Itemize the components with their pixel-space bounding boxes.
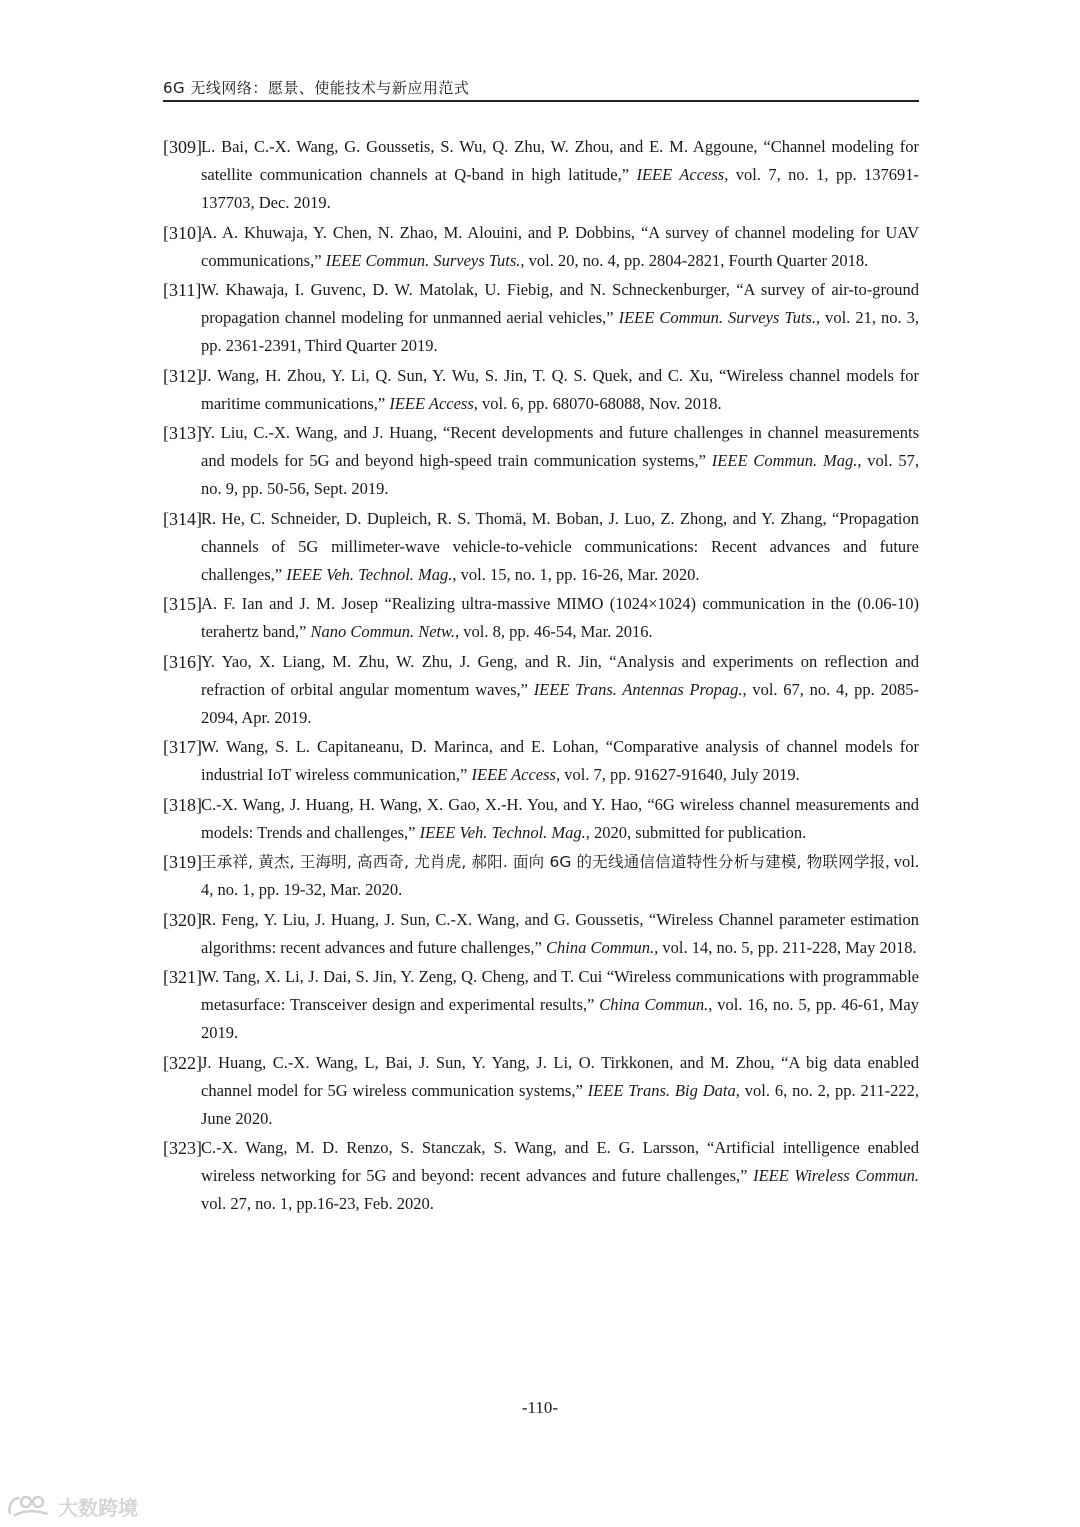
reference-list	[163, 133, 919, 1220]
reference-details: , vol. 8, pp. 46-54, Mar. 2016.	[455, 622, 653, 641]
reference-details: , vol. 67, no. 4, pp. 2085-2094, Apr. 2019.	[201, 679, 919, 727]
reference-entry	[163, 362, 919, 418]
reference-number: [315]	[163, 594, 202, 614]
reference-authors-title: C.-X. Wang, M. D. Renzo, S. Stanczak, S. Wang, and E. G. Larsson, “Artificial intelligence enabled wireless networking for 5G and beyond: recent advances and future challenges,”	[201, 1138, 919, 1185]
reference-entry	[163, 906, 919, 962]
reference-number: [310]	[163, 222, 202, 243]
reference-details: , vol. 15, no. 1, pp. 16-26, Mar. 2020.	[452, 564, 700, 584]
reference-entry	[163, 590, 919, 646]
reference-journal: IEEE Veh. Technol. Mag.	[286, 564, 453, 584]
reference-text	[201, 791, 919, 847]
reference-text	[201, 963, 919, 1047]
reference-details: , vol. 21, no. 3, pp. 2361-2391, Third Quarter 2019.	[201, 308, 919, 355]
reference-journal: China Commun.	[599, 995, 709, 1014]
reference-authors-title: R. Feng, Y. Liu, J. Huang, J. Sun, C.-X. Wang, and G. Goussetis, “Wireless Channel parameter estimation algorithms: recent advances and future challenges,”	[201, 909, 919, 957]
reference-journal: IEEE Access	[389, 393, 474, 413]
reference-journal: IEEE Commun. Surveys Tuts.	[325, 250, 521, 270]
reference-entry	[163, 419, 919, 503]
reference-number: [311]	[163, 280, 202, 300]
reference-number: [317]	[163, 737, 202, 757]
reference-number: [316]	[163, 651, 202, 672]
reference-text	[201, 505, 919, 589]
reference-entry	[163, 733, 919, 789]
reference-text	[201, 1134, 919, 1218]
reference-authors-title: Y. Yao, X. Liang, M. Zhu, W. Zhu, J. Geng, and R. Jin, “Analysis and experiments on reflection and refraction of orbital angular momentum waves,”	[201, 651, 919, 699]
reference-text	[201, 419, 919, 503]
reference-details: , vol. 4, no. 1, pp. 19-32, Mar. 2020.	[201, 852, 919, 899]
reference-entry	[163, 848, 919, 904]
reference-entry	[163, 133, 919, 217]
reference-number: [321]	[163, 967, 202, 987]
reference-journal: IEEE Trans. Big Data,	[587, 1080, 740, 1100]
reference-entry	[163, 1049, 919, 1133]
reference-text	[201, 276, 919, 360]
reference-number: [322]	[163, 1052, 202, 1073]
reference-details: , vol. 7, no. 1, pp. 137691-137703, Dec. 2019.	[201, 165, 919, 212]
reference-details: vol. 27, no. 1, pp.16-23, Feb. 2020.	[201, 1194, 434, 1213]
reference-details: , vol. 6, pp. 68070-68088, Nov. 2018.	[473, 393, 722, 413]
reference-text	[201, 906, 919, 962]
reference-number: [313]	[163, 423, 202, 443]
reference-journal: China Commun.,	[545, 937, 659, 957]
watermark	[6, 1491, 138, 1521]
running-head-title: 6G 无线网络：愿景、使能技术与新应用范式	[163, 79, 470, 97]
reference-details: vol. 6, no. 2, pp. 211-222, June 2020.	[201, 1080, 919, 1128]
reference-entry	[163, 1134, 919, 1218]
reference-entry	[163, 791, 919, 847]
reference-number: [319]	[163, 852, 202, 872]
reference-number: [309]	[163, 137, 202, 157]
reference-details: , 2020, submitted for publication.	[585, 822, 807, 842]
reference-journal: IEEE Wireless Commun.	[753, 1166, 919, 1185]
reference-details: , vol. 7, pp. 91627-91640, July 2019.	[555, 765, 800, 784]
reference-number: [320]	[163, 909, 202, 930]
reference-journal: IEEE Access	[636, 165, 725, 184]
reference-entry	[163, 219, 919, 275]
reference-entry	[163, 505, 919, 589]
reference-entry	[163, 648, 919, 732]
reference-authors-title: J. Wang, H. Zhou, Y. Li, Q. Sun, Y. Wu, S. Jin, T. Q. S. Quek, and C. Xu, “Wireless channel models for maritime communications,”	[201, 365, 919, 413]
reference-authors-title: Y. Liu, C.-X. Wang, and J. Huang, “Recent developments and future challenges in channel measurements and models for 5G and beyond high-speed train communication systems,”	[201, 423, 919, 470]
reference-entry	[163, 963, 919, 1047]
reference-authors-title: W. Khawaja, I. Guvenc, D. W. Matolak, U. Fiebig, and N. Schneckenburger, “A survey of air-to-ground propagation channel modeling for unmanned aerial vehicles,”	[201, 280, 919, 327]
reference-number: [312]	[163, 365, 202, 386]
reference-authors-title: J. Huang, C.-X. Wang, L, Bai, J. Sun, Y. Yang, J. Li, O. Tirkkonen, and M. Zhou, “A big data enabled channel model for 5G wireless communication systems,”	[201, 1052, 919, 1100]
reference-text	[201, 848, 919, 904]
reference-journal: IEEE Access	[471, 765, 556, 784]
reference-details: , vol. 20, no. 4, pp. 2804-2821, Fourth Quarter 2018.	[520, 250, 869, 270]
reference-journal: IEEE Commun. Surveys Tuts.	[618, 308, 817, 327]
reference-text	[201, 1049, 919, 1133]
reference-details: , vol. 57, no. 9, pp. 50-56, Sept. 2019.	[201, 451, 919, 498]
reference-text	[201, 648, 919, 732]
reference-authors-title: R. He, C. Schneider, D. Dupleich, R. S. Thomä, M. Boban, J. Luo, Z. Zhong, and Y. Zhang, “Propagation channels of 5G millimeter-wave vehicle-to-vehicle communications: Recent advances and future challenges,”	[201, 508, 919, 584]
reference-text	[201, 733, 919, 789]
reference-text	[201, 219, 919, 275]
reference-number: [318]	[163, 794, 202, 815]
reference-entry	[163, 276, 919, 360]
reference-authors-title: A. F. Ian and J. M. Josep “Realizing ultra-massive MIMO (1024×1024) communication in the (0.06-10) terahertz band,”	[201, 594, 919, 641]
watermark-logo-icon	[6, 1492, 54, 1520]
reference-journal: IEEE Trans. Antennas Propag.	[533, 679, 743, 699]
reference-text	[201, 133, 919, 217]
reference-authors-title: W. Wang, S. L. Capitaneanu, D. Marinca, and E. Lohan, “Comparative analysis of channel models for industrial IoT wireless communication,”	[201, 737, 919, 784]
reference-details: , vol. 16, no. 5, pp. 46-61, May 2019.	[201, 995, 919, 1042]
reference-details: vol. 14, no. 5, pp. 211-228, May 2018.	[658, 937, 917, 957]
reference-number: [314]	[163, 508, 202, 529]
reference-journal: IEEE Veh. Technol. Mag.	[419, 822, 586, 842]
reference-text	[201, 590, 919, 646]
reference-authors-title: C.-X. Wang, J. Huang, H. Wang, X. Gao, X.-H. You, and Y. Hao, “6G wireless channel measurements and models: Trends and challenges,”	[201, 794, 919, 842]
reference-journal: Nano Commun. Netw.	[310, 622, 456, 641]
watermark-text: 大数跨境	[58, 1495, 138, 1520]
reference-authors-title: A. A. Khuwaja, Y. Chen, N. Zhao, M. Alouini, and P. Dobbins, “A survey of channel modeling for UAV communications,”	[201, 222, 919, 270]
reference-journal: IEEE Commun. Mag.	[711, 451, 858, 470]
page-number: -110-	[521, 1398, 559, 1417]
page-header	[163, 74, 919, 102]
reference-authors-title: L. Bai, C.-X. Wang, G. Goussetis, S. Wu, Q. Zhu, W. Zhou, and E. M. Aggoune, “Channel modeling for satellite communication channels at Q-band in high latitude,”	[201, 137, 919, 184]
reference-authors-title: W. Tang, X. Li, J. Dai, S. Jin, Y. Zeng, Q. Cheng, and T. Cui “Wireless communications with programmable metasurface: Transceiver design and experimental results,”	[201, 967, 919, 1014]
reference-number: [323]	[163, 1138, 202, 1158]
reference-authors-title: 王承祥, 黄杰, 王海明, 高西奇, 尤肖虎, 郝阳. 面向 6G 的无线通信信道特性分析与建模, 物联网学报	[201, 853, 886, 871]
reference-text	[201, 362, 919, 418]
